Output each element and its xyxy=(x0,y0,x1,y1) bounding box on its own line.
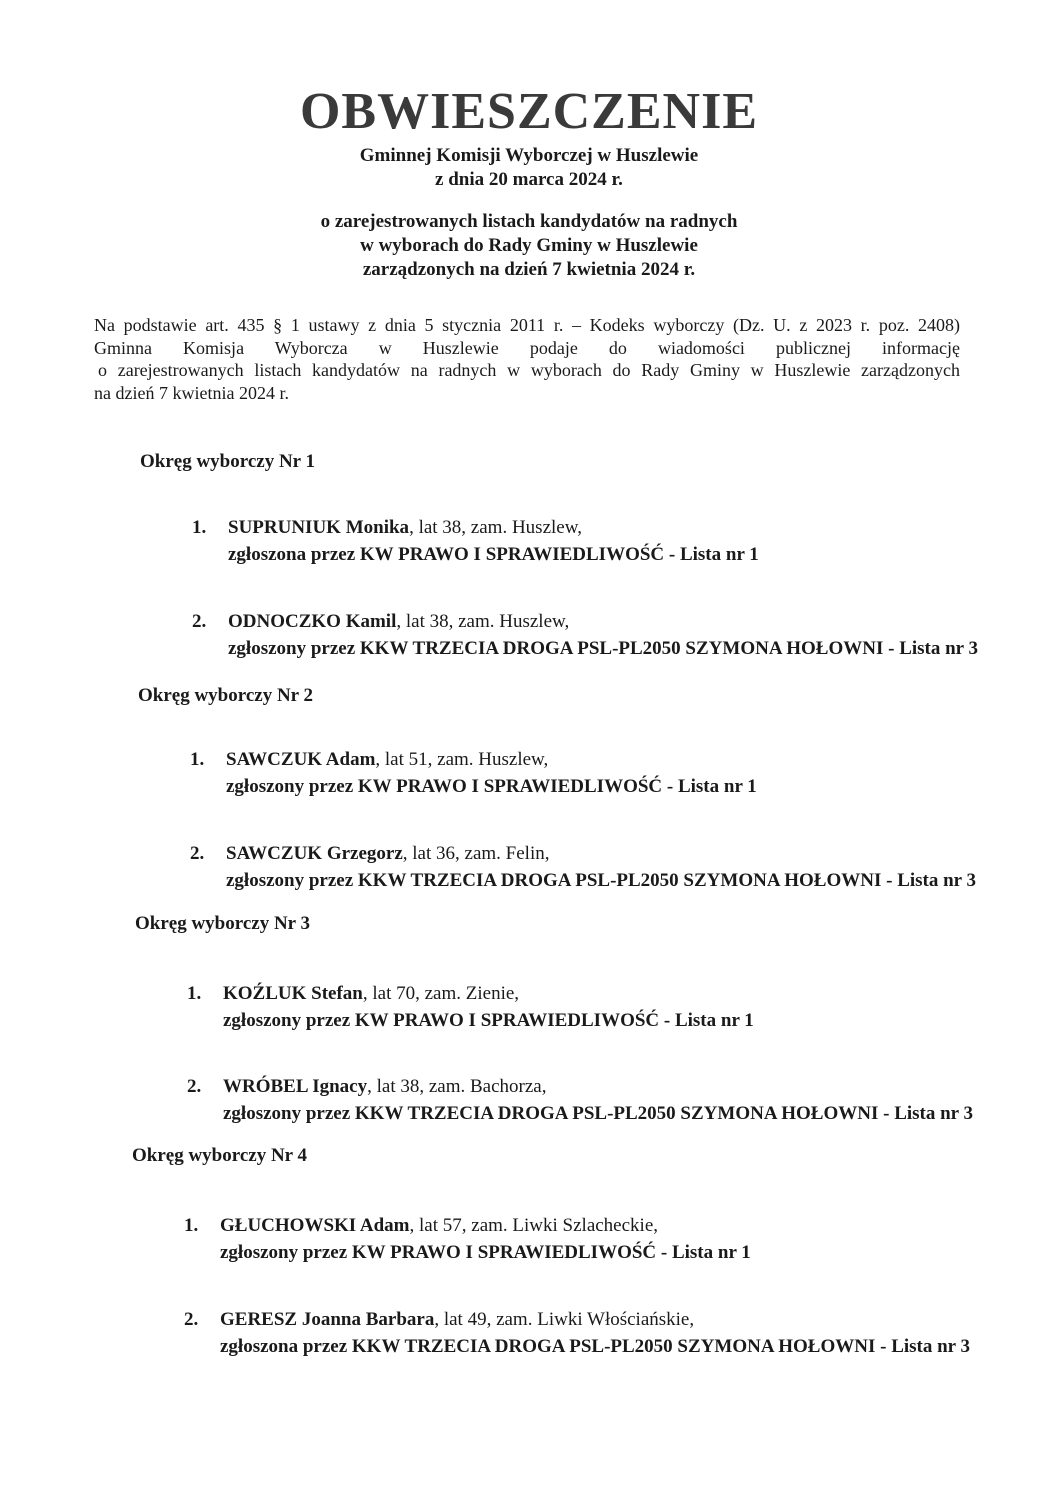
district-heading-2: Okręg wyborczy Nr 2 xyxy=(138,685,314,706)
candidate-name: ODNOCZKO Kamil xyxy=(228,611,397,632)
candidate-submitted-by: zgłoszona przez KW PRAWO I SPRAWIEDLIWOŚĆ - Lista nr 1 xyxy=(228,544,759,565)
candidate-details: , lat 57, zam. Liwki Szlacheckie, xyxy=(409,1215,659,1236)
candidate-number: 2. xyxy=(190,843,205,864)
intro-line-2: Gminna Komisja Wyborcza w Huszlewie podaje do wiadomości publicznej informację xyxy=(94,337,960,358)
candidate-details: , lat 38, zam. Huszlew, xyxy=(396,611,570,632)
candidate-name: KOŹLUK Stefan xyxy=(223,983,363,1004)
candidate-name: GŁUCHOWSKI Adam xyxy=(220,1215,410,1236)
candidate-number: 1. xyxy=(190,749,205,770)
candidate-number: 2. xyxy=(192,611,207,632)
intro-line-4: na dzień 7 kwietnia 2024 r. xyxy=(94,382,289,403)
district-heading-4: Okręg wyborczy Nr 4 xyxy=(132,1145,308,1166)
candidate-details: , lat 51, zam. Huszlew, xyxy=(375,749,549,770)
candidate-details: , lat 36, zam. Felin, xyxy=(402,843,550,864)
candidate-submitted-by: zgłoszony przez KKW TRZECIA DROGA PSL-PL2050 SZYMONA HOŁOWNI - Lista nr 3 xyxy=(228,638,979,659)
intro-line-3: o zarejestrowanych listach kandydatów na radnych w wyborach do Rady Gminy w Huszlewie zarządzonych xyxy=(98,360,960,380)
document-title: OBWIESZCZENIE xyxy=(299,83,759,140)
intro-paragraph xyxy=(94,314,960,404)
candidate-number: 2. xyxy=(184,1309,199,1330)
candidate-details: , lat 38, zam. Huszlew, xyxy=(409,517,582,538)
candidate-details: , lat 49, zam. Liwki Włościańskie, xyxy=(434,1309,695,1330)
district-heading-1: Okręg wyborczy Nr 1 xyxy=(140,451,316,472)
intro-line-1: Na podstawie art. 435 § 1 ustawy z dnia 5 stycznia 2011 r. – Kodeks wyborczy (Dz. U. z 2023 r. poz. 2408) xyxy=(94,315,960,335)
candidate-name: SUPRUNIUK Monika xyxy=(228,517,410,538)
candidate-name: SAWCZUK Grzegorz xyxy=(226,843,403,864)
district-heading-3: Okręg wyborczy Nr 3 xyxy=(135,913,311,934)
candidate-number: 1. xyxy=(187,983,202,1004)
candidate-submitted-by: zgłoszony przez KW PRAWO I SPRAWIEDLIWOŚĆ - Lista nr 1 xyxy=(226,776,757,797)
candidate-submitted-by: zgłoszony przez KKW TRZECIA DROGA PSL-PL2050 SZYMONA HOŁOWNI - Lista nr 3 xyxy=(226,870,977,891)
subtitle-issuer: Gminnej Komisji Wyborczej w Huszlewie xyxy=(359,145,699,166)
candidate-submitted-by: zgłoszony przez KW PRAWO I SPRAWIEDLIWOŚĆ - Lista nr 1 xyxy=(220,1242,751,1263)
candidate-name: WRÓBEL Ignacy xyxy=(223,1076,368,1097)
candidate-name: GERESZ Joanna Barbara xyxy=(220,1309,435,1330)
candidate-number: 1. xyxy=(192,517,207,538)
subtitle-date: z dnia 20 marca 2024 r. xyxy=(435,169,623,190)
candidate-submitted-by: zgłoszony przez KW PRAWO I SPRAWIEDLIWOŚĆ - Lista nr 1 xyxy=(223,1010,754,1031)
candidate-number: 1. xyxy=(184,1215,199,1236)
subject-line-1: o zarejestrowanych listach kandydatów na radnych xyxy=(320,211,738,232)
candidate-submitted-by: zgłoszona przez KKW TRZECIA DROGA PSL-PL2050 SZYMONA HOŁOWNI - Lista nr 3 xyxy=(220,1336,971,1357)
candidate-details: , lat 70, zam. Zienie, xyxy=(362,983,520,1004)
candidate-details: , lat 38, zam. Bachorza, xyxy=(367,1076,547,1097)
subject-line-3: zarządzonych na dzień 7 kwietnia 2024 r. xyxy=(362,259,696,280)
candidate-name: SAWCZUK Adam xyxy=(226,749,376,770)
subject-line-2: w wyborach do Rady Gminy w Huszlewie xyxy=(360,235,698,256)
candidate-number: 2. xyxy=(187,1076,202,1097)
candidate-submitted-by: zgłoszony przez KKW TRZECIA DROGA PSL-PL2050 SZYMONA HOŁOWNI - Lista nr 3 xyxy=(223,1103,974,1124)
